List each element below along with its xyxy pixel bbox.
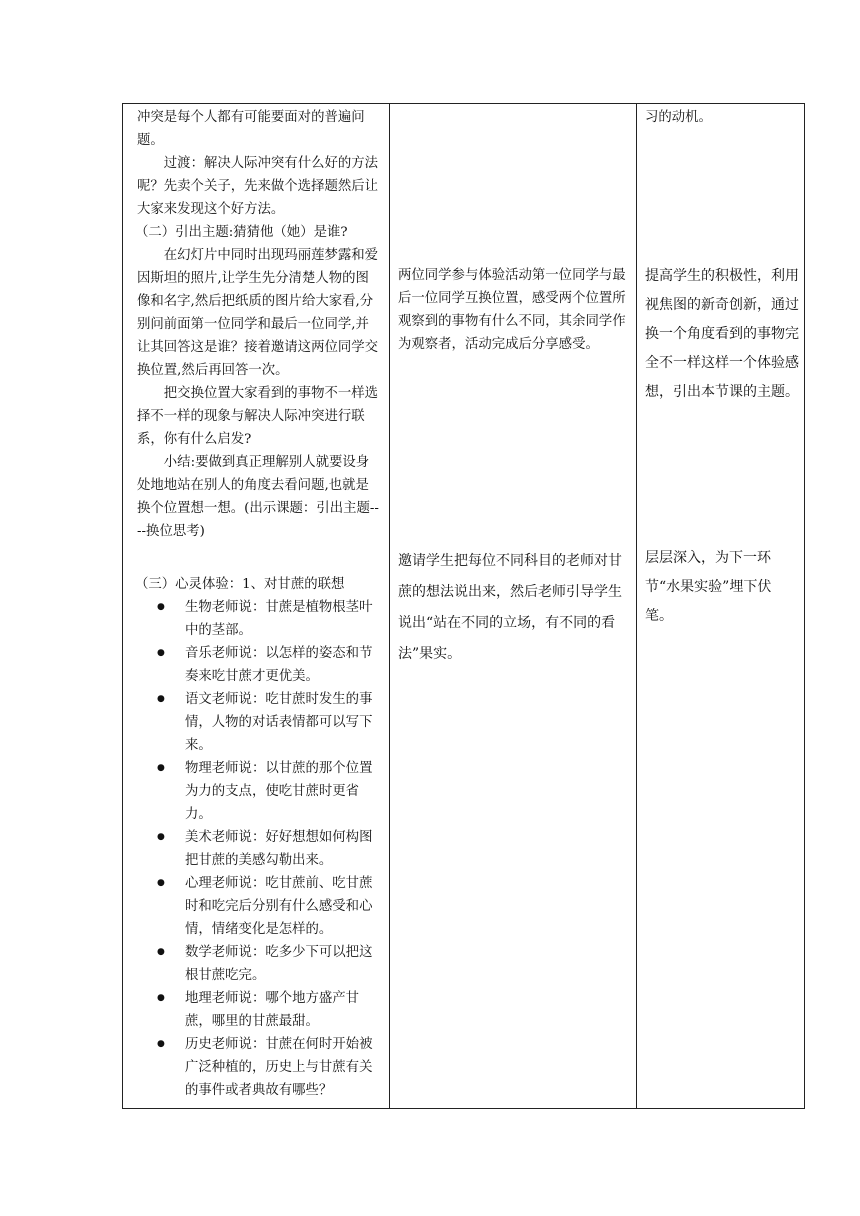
list-item: ● 生物老师说：甘蔗是植物根茎叶中的茎部。 [185, 596, 381, 642]
spacer [645, 129, 799, 262]
list-item: ● 数学老师说：吃多少下可以把这根甘蔗吃完。 [185, 941, 381, 987]
list-item: ● 心理老师说：吃甘蔗前、吃甘蔗时和吃完后分别有什么感受和心情，情绪变化是怎样的。 [185, 872, 381, 941]
activity-2-text: 邀请学生把每位不同科目的老师对甘蔗的想法说出来，然后老师引导学生说出“站在不同的立场，有不同的看法”果实。 [398, 553, 622, 662]
teacher-views-list [137, 596, 381, 1102]
list-item: ● 历史老师说：甘蔗在何时开始被广泛种植的，历史上与甘蔗有关的事件或者典故有哪些？ [185, 1033, 381, 1102]
intent-0-text: 习的动机。 [645, 110, 712, 125]
list-item: ● 音乐老师说：以怎样的姿态和节奏来吃甘蔗才更优美。 [185, 642, 381, 688]
section2-paragraph-2: 把交换位置大家看到的事物不一样选择不一样的现象与解决人际冲突进行联系，你有什么启发? [137, 386, 379, 447]
list-item: ● 物理老师说：以甘蔗的那个位置为力的支点，使吃甘蔗时更省力。 [185, 757, 381, 826]
section2-summary: 小结:要做到真正理解别人就要设身处地地站在别人的角度去看问题,也就是换个位置想一想。(出示课题：引出主题----换位思考) [137, 455, 379, 539]
section2-paragraph-1: 在幻灯片中同时出现玛丽莲梦露和爱因斯坦的照片,让学生先分清楚人物的图像和名字,然后把纸质的图片给大家看,分别问前面第一位同学和最后一位同学,并让其回答这是谁？接着邀请这两位同学交换位置,然后再回答一次。 [137, 248, 379, 378]
table-row [123, 104, 805, 1109]
intro-text: 冲突是每个人都有可能要面对的普遍问题。 [137, 110, 365, 148]
activity-1-text: 两位同学参与体验活动第一位同学与最后一位同学互换位置，感受两个位置所观察到的事物有什么不同，其余同学作为观察者，活动完成后分享感受。 [398, 268, 626, 352]
lesson-plan-table [122, 103, 805, 1109]
section2-title: （二）引出主题:猜猜他（她）是谁? [135, 225, 348, 240]
spacer [137, 543, 381, 573]
intent-2-text: 层层深入，为下一环节“水果实验”埋下伏笔。 [645, 550, 772, 624]
list-item: ● 美术老师说：好好想想如何构图把甘蔗的美感勾勒出来。 [185, 826, 381, 872]
teaching-process-cell [123, 104, 390, 1109]
section3-title: （三）心灵体验：1、对甘蔗的联想 [135, 577, 345, 592]
list-item: ● 语文老师说：吃甘蔗时发生的事情，人物的对话表情都可以写下来。 [185, 688, 381, 757]
design-intent-cell [637, 104, 805, 1109]
list-item: ● 地理老师说：哪个地方盛产甘蔗，哪里的甘蔗最甜。 [185, 987, 381, 1033]
spacer [645, 407, 799, 544]
transition-text: 过渡：解决人际冲突有什么好的方法呢？先卖个关子，先来做个选择题然后让大家来发现这个好方法。 [137, 156, 379, 217]
student-activity-cell [390, 104, 637, 1109]
spacer [645, 631, 799, 1071]
intent-1-text: 提高学生的积极性，利用视焦图的新奇创新，通过换一个角度看到的事物完全不一样这样一个体验感想，引出本节课的主题。 [645, 268, 799, 400]
spacer [398, 356, 630, 546]
spacer [398, 104, 630, 264]
